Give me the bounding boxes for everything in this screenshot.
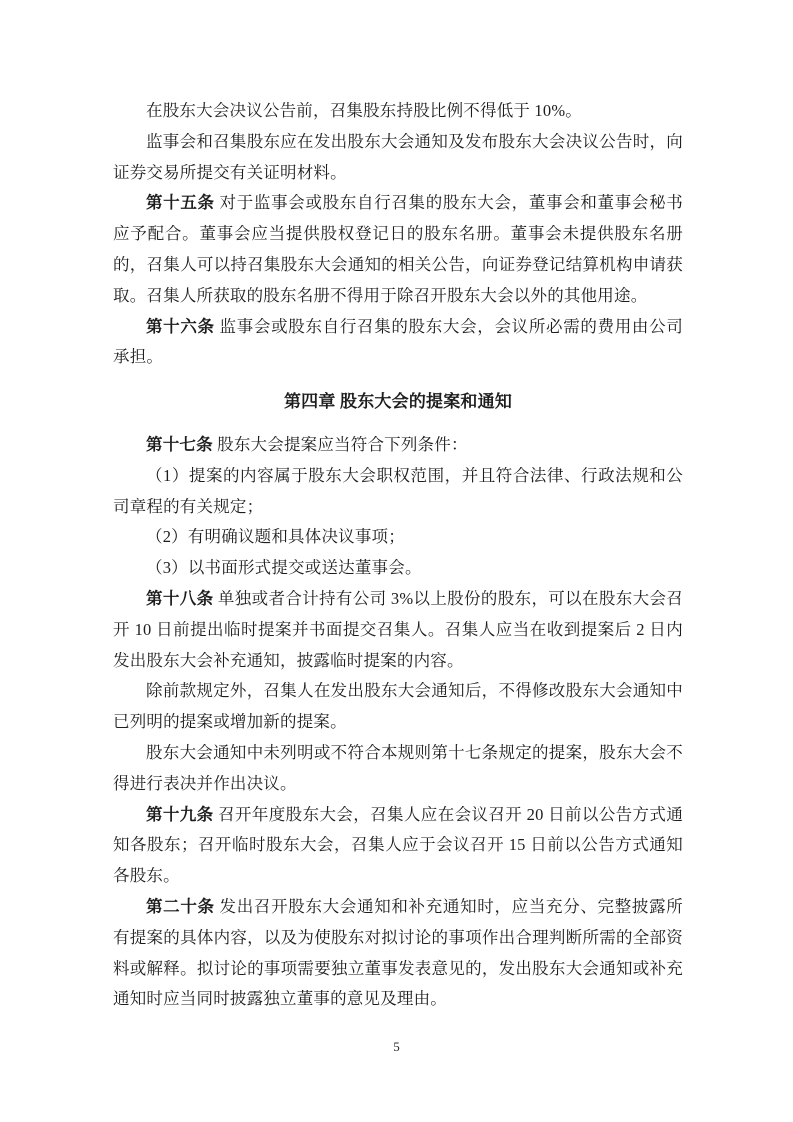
paragraph-text: 除前款规定外，召集人在发出股东大会通知后，不得修改股东大会通知中已列明的提案或增加新的提案。 [113,681,683,732]
paragraph-text: （2）有明确议题和具体决议事项； [146,527,405,547]
paragraph-text: 发出召开股东大会通知和补充通知时，应当充分、完整披露所有提案的具体内容，以及为使股东对拟讨论的事项作出合理判断所需的全部资料或解释。拟讨论的事项需要独立董事发表意见的，发出股东大会通知或补充通知时应当同时披露独立董事的意见及理由。 [113,896,683,1009]
paragraph [113,127,683,189]
list-item [113,522,683,553]
article-number: 第十五条 [146,193,215,213]
article-number: 第十九条 [146,804,214,824]
article-number: 第十六条 [146,316,215,336]
article-number: 第十八条 [146,588,214,608]
paragraph-text: 股东大会通知中未列明或不符合本规则第十七条规定的提案，股东大会不得进行表决并作出决议。 [113,742,683,793]
paragraph [113,188,683,311]
paragraph [113,892,683,1015]
paragraph [113,96,683,127]
list-item [113,553,683,584]
paragraph-text: 监事会和召集股东应在发出股东大会通知及发布股东大会决议公告时，向证券交易所提交有关证明材料。 [113,131,683,182]
article-number: 第十七条 [146,434,213,454]
paragraph [113,800,683,892]
paragraph-text: （3）以书面形式提交或送达董事会。 [146,558,422,578]
paragraph [113,738,683,800]
article-number: 第二十条 [146,896,215,916]
paragraph-text: （1）提案的内容属于股东大会职权范围，并且符合法律、行政法规和公司章程的有关规定； [113,465,683,516]
paragraph [113,584,683,676]
paragraph-text: 股东大会提案应当符合下列条件： [217,434,468,454]
paragraph-text: 在股东大会决议公告前，召集股东持股比例不得低于 10%。 [146,101,582,120]
list-item [113,461,683,523]
paragraph-text: 单独或者合计持有公司 3%以上股份的股东，可以在股东大会召开 10 日前提出临时提案并书面提交召集人。召集人应当在收到提案后 2 日内发出股东大会补充通知，披露临时提案的内容。 [113,588,683,670]
paragraph-text: 召开年度股东大会，召集人应在会议召开 20 日前以公告方式通知各股东；召开临时股东大会，召集人应于会议召开 15 日前以公告方式通知各股东。 [113,804,684,886]
page-number: 5 [393,1039,400,1054]
chapter-heading: 第四章 股东大会的提案和通知 [283,392,513,412]
document-content [113,96,683,1015]
paragraph [113,312,683,374]
paragraph-text: 监事会或股东自行召集的股东大会，会议所必需的费用由公司承担。 [113,316,683,367]
paragraph [113,430,683,461]
paragraph-text: 对于监事会或股东自行召集的股东大会，董事会和董事会秘书应予配合。董事会应当提供股权登记日的股东名册。董事会未提供股东名册的，召集人可以持召集股东大会通知的相关公告，向证券登记结算机构申请获取。召集人所获取的股东名册不得用于除召开股东大会以外的其他用途。 [113,193,683,305]
paragraph [113,676,683,738]
